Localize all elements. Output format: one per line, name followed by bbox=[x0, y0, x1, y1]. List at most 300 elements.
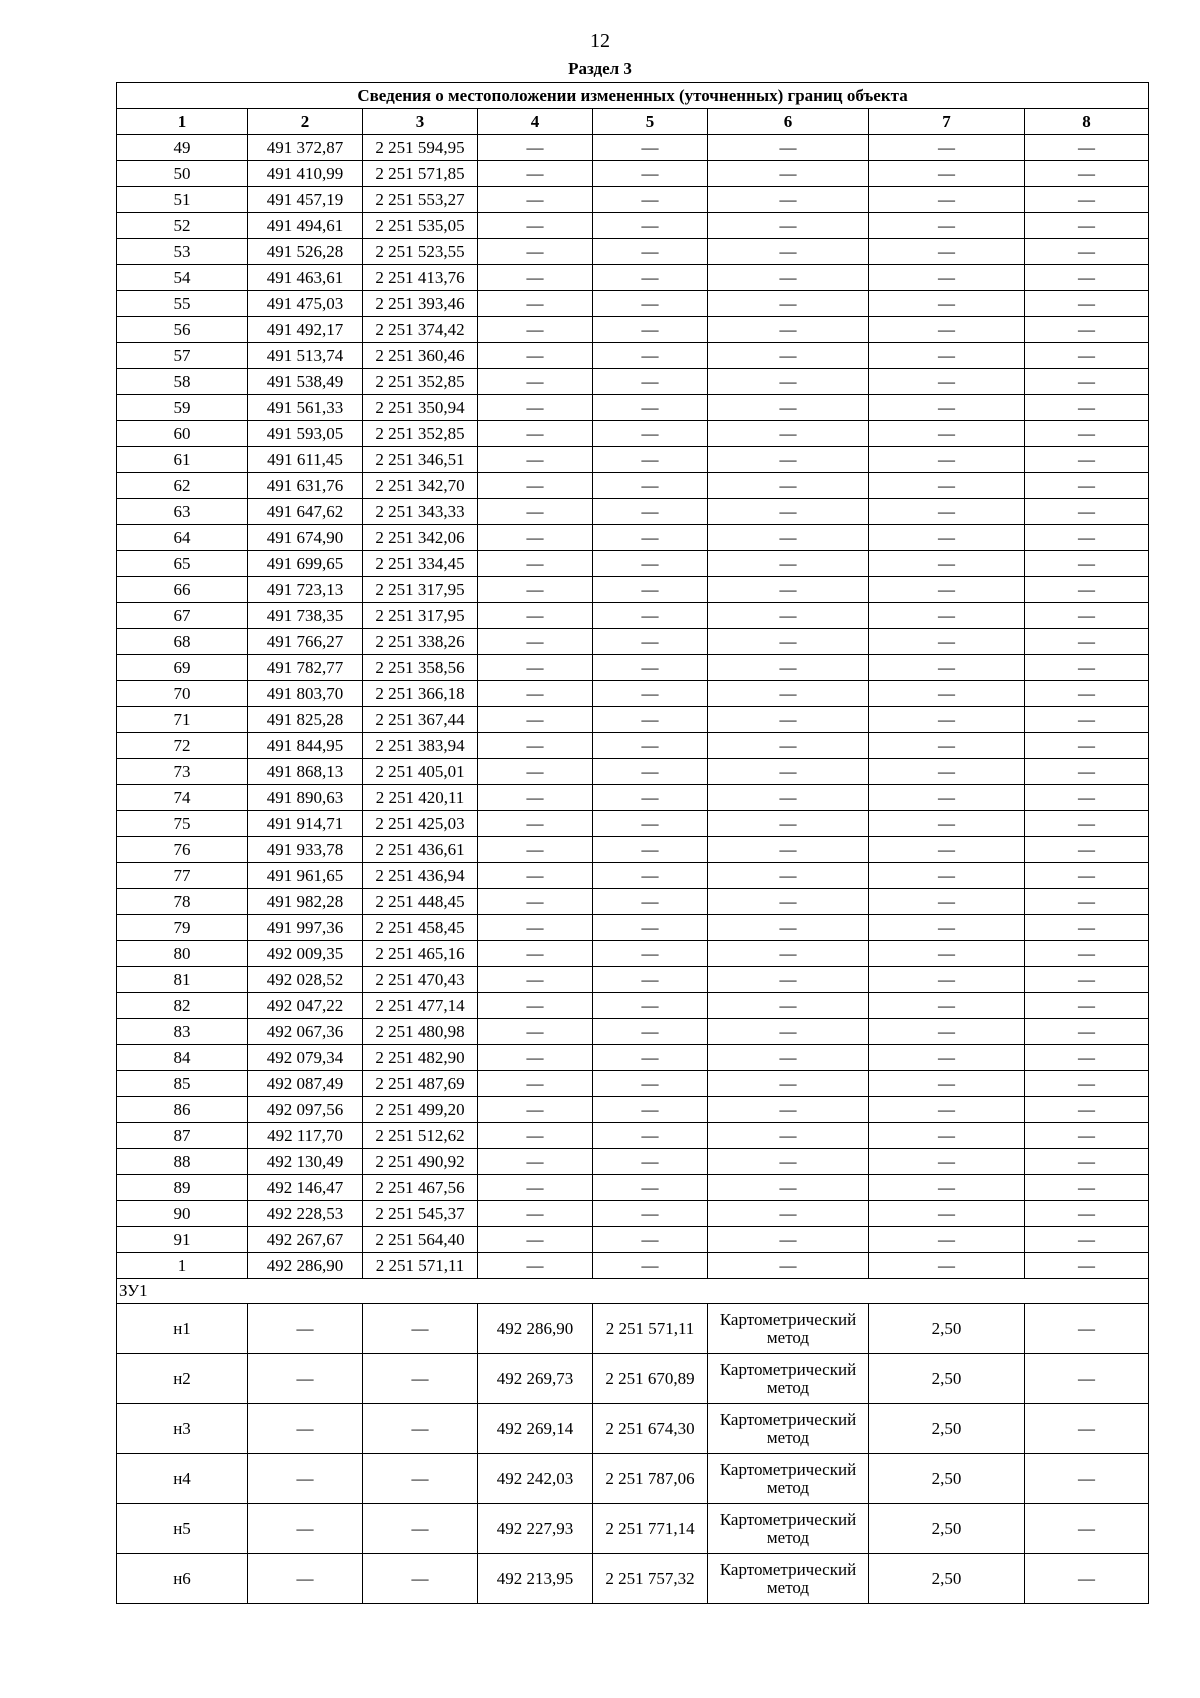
table-row bbox=[117, 1019, 1149, 1045]
table-row bbox=[117, 993, 1149, 1019]
table-row bbox=[117, 525, 1149, 551]
coord-x-existing: 491 890,63 bbox=[248, 785, 363, 811]
coord-y-existing: 2 251 545,37 bbox=[363, 1201, 478, 1227]
empty-dash: — bbox=[478, 1175, 593, 1201]
table-row bbox=[117, 161, 1149, 187]
empty-dash: — bbox=[869, 733, 1025, 759]
coord-y-existing: 2 251 571,11 bbox=[363, 1253, 478, 1279]
point-number: н3 bbox=[117, 1404, 248, 1454]
point-number: 66 bbox=[117, 577, 248, 603]
coord-x-existing: 492 087,49 bbox=[248, 1071, 363, 1097]
coord-x-existing: 492 130,49 bbox=[248, 1149, 363, 1175]
coord-y-existing: 2 251 374,42 bbox=[363, 317, 478, 343]
empty-dash: — bbox=[708, 187, 869, 213]
table-row bbox=[117, 421, 1149, 447]
empty-dash: — bbox=[1025, 1045, 1149, 1071]
column-number: 8 bbox=[1025, 109, 1149, 135]
empty-dash: — bbox=[593, 1019, 708, 1045]
empty-dash: — bbox=[1025, 291, 1149, 317]
empty-dash: — bbox=[1025, 1071, 1149, 1097]
point-number: 76 bbox=[117, 837, 248, 863]
table-row bbox=[117, 837, 1149, 863]
table-row bbox=[117, 915, 1149, 941]
empty-dash: — bbox=[1025, 525, 1149, 551]
empty-dash: — bbox=[593, 421, 708, 447]
empty-dash: — bbox=[1025, 1354, 1149, 1404]
coord-y-existing: 2 251 352,85 bbox=[363, 369, 478, 395]
empty-dash: — bbox=[708, 1149, 869, 1175]
empty-dash: — bbox=[869, 1253, 1025, 1279]
coord-x-new: 492 286,90 bbox=[478, 1304, 593, 1354]
point-number: 87 bbox=[117, 1123, 248, 1149]
section-title: Раздел 3 bbox=[568, 59, 632, 78]
empty-dash: — bbox=[478, 577, 593, 603]
empty-dash: — bbox=[478, 1149, 593, 1175]
table-row bbox=[117, 1045, 1149, 1071]
table-row bbox=[117, 499, 1149, 525]
empty-dash: — bbox=[869, 603, 1025, 629]
point-number: 69 bbox=[117, 655, 248, 681]
table-row bbox=[117, 1097, 1149, 1123]
column-number: 7 bbox=[869, 109, 1025, 135]
table-row bbox=[117, 1201, 1149, 1227]
empty-dash: — bbox=[593, 759, 708, 785]
empty-dash: — bbox=[593, 343, 708, 369]
empty-dash: — bbox=[869, 421, 1025, 447]
coord-x-existing: 491 699,65 bbox=[248, 551, 363, 577]
empty-dash: — bbox=[708, 1253, 869, 1279]
empty-dash: — bbox=[1025, 1227, 1149, 1253]
table-row bbox=[117, 187, 1149, 213]
table-row bbox=[117, 1404, 1149, 1454]
point-number: 1 bbox=[117, 1253, 248, 1279]
empty-dash: — bbox=[869, 811, 1025, 837]
empty-dash: — bbox=[593, 1175, 708, 1201]
empty-dash: — bbox=[478, 863, 593, 889]
accuracy: 2,50 bbox=[869, 1454, 1025, 1504]
empty-dash: — bbox=[248, 1354, 363, 1404]
empty-dash: — bbox=[708, 889, 869, 915]
empty-dash: — bbox=[1025, 629, 1149, 655]
coord-y-existing: 2 251 535,05 bbox=[363, 213, 478, 239]
coord-y-existing: 2 251 436,61 bbox=[363, 837, 478, 863]
coord-x-new: 492 269,14 bbox=[478, 1404, 593, 1454]
empty-dash: — bbox=[593, 889, 708, 915]
point-number: 71 bbox=[117, 707, 248, 733]
coord-x-existing: 491 844,95 bbox=[248, 733, 363, 759]
table-row bbox=[117, 681, 1149, 707]
empty-dash: — bbox=[478, 967, 593, 993]
empty-dash: — bbox=[708, 1175, 869, 1201]
coord-x-existing: 492 067,36 bbox=[248, 1019, 363, 1045]
point-number: 88 bbox=[117, 1149, 248, 1175]
coord-x-existing: 492 047,22 bbox=[248, 993, 363, 1019]
empty-dash: — bbox=[869, 941, 1025, 967]
empty-dash: — bbox=[1025, 1149, 1149, 1175]
coord-y-existing: 2 251 490,92 bbox=[363, 1149, 478, 1175]
point-number: 85 bbox=[117, 1071, 248, 1097]
empty-dash: — bbox=[478, 1227, 593, 1253]
table-row bbox=[117, 1504, 1149, 1554]
empty-dash: — bbox=[248, 1404, 363, 1454]
empty-dash: — bbox=[478, 681, 593, 707]
coord-y-existing: 2 251 564,40 bbox=[363, 1227, 478, 1253]
point-number: 83 bbox=[117, 1019, 248, 1045]
empty-dash: — bbox=[708, 499, 869, 525]
empty-dash: — bbox=[1025, 239, 1149, 265]
table-row bbox=[117, 1253, 1149, 1279]
empty-dash: — bbox=[593, 447, 708, 473]
empty-dash: — bbox=[363, 1454, 478, 1504]
point-number: н6 bbox=[117, 1554, 248, 1604]
empty-dash: — bbox=[708, 629, 869, 655]
method: Картометрический метод bbox=[708, 1454, 869, 1504]
empty-dash: — bbox=[708, 473, 869, 499]
empty-dash: — bbox=[478, 213, 593, 239]
empty-dash: — bbox=[478, 421, 593, 447]
empty-dash: — bbox=[363, 1304, 478, 1354]
empty-dash: — bbox=[1025, 317, 1149, 343]
accuracy: 2,50 bbox=[869, 1304, 1025, 1354]
empty-dash: — bbox=[708, 291, 869, 317]
table-row bbox=[117, 317, 1149, 343]
empty-dash: — bbox=[708, 265, 869, 291]
coord-y-new: 2 251 771,14 bbox=[593, 1504, 708, 1554]
empty-dash: — bbox=[478, 1045, 593, 1071]
coord-y-existing: 2 251 477,14 bbox=[363, 993, 478, 1019]
empty-dash: — bbox=[478, 733, 593, 759]
empty-dash: — bbox=[869, 291, 1025, 317]
empty-dash: — bbox=[869, 161, 1025, 187]
empty-dash: — bbox=[478, 395, 593, 421]
table-row bbox=[117, 889, 1149, 915]
table-row bbox=[117, 473, 1149, 499]
coord-x-existing: 491 914,71 bbox=[248, 811, 363, 837]
coord-y-existing: 2 251 367,44 bbox=[363, 707, 478, 733]
coord-x-existing: 491 475,03 bbox=[248, 291, 363, 317]
empty-dash: — bbox=[1025, 733, 1149, 759]
empty-dash: — bbox=[1025, 785, 1149, 811]
empty-dash: — bbox=[478, 837, 593, 863]
coord-y-existing: 2 251 467,56 bbox=[363, 1175, 478, 1201]
empty-dash: — bbox=[478, 1097, 593, 1123]
coord-y-existing: 2 251 465,16 bbox=[363, 941, 478, 967]
empty-dash: — bbox=[708, 941, 869, 967]
point-number: 78 bbox=[117, 889, 248, 915]
empty-dash: — bbox=[478, 1019, 593, 1045]
coord-x-existing: 492 267,67 bbox=[248, 1227, 363, 1253]
coord-x-existing: 491 492,17 bbox=[248, 317, 363, 343]
point-number: 89 bbox=[117, 1175, 248, 1201]
empty-dash: — bbox=[708, 1071, 869, 1097]
coord-x-existing: 492 117,70 bbox=[248, 1123, 363, 1149]
empty-dash: — bbox=[1025, 863, 1149, 889]
empty-dash: — bbox=[478, 889, 593, 915]
table-row bbox=[117, 395, 1149, 421]
empty-dash: — bbox=[248, 1504, 363, 1554]
coord-x-new: 492 213,95 bbox=[478, 1554, 593, 1604]
coord-y-existing: 2 251 553,27 bbox=[363, 187, 478, 213]
coord-x-existing: 491 674,90 bbox=[248, 525, 363, 551]
empty-dash: — bbox=[1025, 681, 1149, 707]
empty-dash: — bbox=[363, 1504, 478, 1554]
empty-dash: — bbox=[708, 577, 869, 603]
point-number: 60 bbox=[117, 421, 248, 447]
coord-x-existing: 491 933,78 bbox=[248, 837, 363, 863]
empty-dash: — bbox=[869, 343, 1025, 369]
empty-dash: — bbox=[363, 1554, 478, 1604]
empty-dash: — bbox=[708, 447, 869, 473]
empty-dash: — bbox=[1025, 1175, 1149, 1201]
empty-dash: — bbox=[478, 239, 593, 265]
column-number: 4 bbox=[478, 109, 593, 135]
empty-dash: — bbox=[708, 915, 869, 941]
page-number: 12 bbox=[590, 30, 610, 52]
table-row bbox=[117, 603, 1149, 629]
new-points-body bbox=[117, 1304, 1149, 1604]
point-number: 65 bbox=[117, 551, 248, 577]
point-number: н4 bbox=[117, 1454, 248, 1504]
empty-dash: — bbox=[708, 707, 869, 733]
point-number: 56 bbox=[117, 317, 248, 343]
empty-dash: — bbox=[708, 733, 869, 759]
empty-dash: — bbox=[593, 681, 708, 707]
point-number: 49 bbox=[117, 135, 248, 161]
table-row bbox=[117, 213, 1149, 239]
empty-dash: — bbox=[708, 395, 869, 421]
empty-dash: — bbox=[593, 1201, 708, 1227]
coord-x-existing: 492 079,34 bbox=[248, 1045, 363, 1071]
coord-y-existing: 2 251 405,01 bbox=[363, 759, 478, 785]
point-number: 82 bbox=[117, 993, 248, 1019]
table-row bbox=[117, 1149, 1149, 1175]
empty-dash: — bbox=[593, 941, 708, 967]
coord-y-existing: 2 251 334,45 bbox=[363, 551, 478, 577]
coord-y-existing: 2 251 480,98 bbox=[363, 1019, 478, 1045]
empty-dash: — bbox=[593, 1149, 708, 1175]
point-number: 53 bbox=[117, 239, 248, 265]
table-row bbox=[117, 447, 1149, 473]
empty-dash: — bbox=[478, 993, 593, 1019]
empty-dash: — bbox=[869, 915, 1025, 941]
coord-y-existing: 2 251 458,45 bbox=[363, 915, 478, 941]
empty-dash: — bbox=[869, 239, 1025, 265]
empty-dash: — bbox=[708, 343, 869, 369]
empty-dash: — bbox=[1025, 1554, 1149, 1604]
empty-dash: — bbox=[1025, 213, 1149, 239]
empty-dash: — bbox=[593, 1071, 708, 1097]
boundary-table bbox=[116, 82, 1149, 1604]
empty-dash: — bbox=[1025, 1201, 1149, 1227]
empty-dash: — bbox=[478, 265, 593, 291]
table-row bbox=[117, 811, 1149, 837]
coord-x-existing: 492 028,52 bbox=[248, 967, 363, 993]
table-title: Сведения о местоположении измененных (уточненных) границ объекта bbox=[117, 83, 1149, 109]
point-number: н5 bbox=[117, 1504, 248, 1554]
point-number: 90 bbox=[117, 1201, 248, 1227]
table-row bbox=[117, 967, 1149, 993]
empty-dash: — bbox=[869, 447, 1025, 473]
empty-dash: — bbox=[869, 1045, 1025, 1071]
empty-dash: — bbox=[869, 1201, 1025, 1227]
point-number: 74 bbox=[117, 785, 248, 811]
empty-dash: — bbox=[1025, 1123, 1149, 1149]
empty-dash: — bbox=[708, 421, 869, 447]
empty-dash: — bbox=[869, 135, 1025, 161]
empty-dash: — bbox=[708, 239, 869, 265]
coord-x-existing: 491 526,28 bbox=[248, 239, 363, 265]
coord-x-existing: 492 286,90 bbox=[248, 1253, 363, 1279]
coord-x-existing: 491 723,13 bbox=[248, 577, 363, 603]
coord-x-existing: 491 457,19 bbox=[248, 187, 363, 213]
empty-dash: — bbox=[1025, 759, 1149, 785]
empty-dash: — bbox=[869, 629, 1025, 655]
coord-y-existing: 2 251 425,03 bbox=[363, 811, 478, 837]
empty-dash: — bbox=[869, 1019, 1025, 1045]
empty-dash: — bbox=[1025, 187, 1149, 213]
empty-dash: — bbox=[1025, 1253, 1149, 1279]
coord-y-new: 2 251 571,11 bbox=[593, 1304, 708, 1354]
coord-y-existing: 2 251 383,94 bbox=[363, 733, 478, 759]
empty-dash: — bbox=[1025, 499, 1149, 525]
empty-dash: — bbox=[708, 551, 869, 577]
coord-y-existing: 2 251 512,62 bbox=[363, 1123, 478, 1149]
coord-x-existing: 491 997,36 bbox=[248, 915, 363, 941]
table-row bbox=[117, 1354, 1149, 1404]
empty-dash: — bbox=[478, 343, 593, 369]
empty-dash: — bbox=[1025, 603, 1149, 629]
point-number: 68 bbox=[117, 629, 248, 655]
point-number: 73 bbox=[117, 759, 248, 785]
empty-dash: — bbox=[708, 1227, 869, 1253]
empty-dash: — bbox=[869, 551, 1025, 577]
coord-y-existing: 2 251 420,11 bbox=[363, 785, 478, 811]
empty-dash: — bbox=[869, 707, 1025, 733]
empty-dash: — bbox=[593, 239, 708, 265]
point-number: н1 bbox=[117, 1304, 248, 1354]
method: Картометрический метод bbox=[708, 1554, 869, 1604]
method: Картометрический метод bbox=[708, 1354, 869, 1404]
column-number: 5 bbox=[593, 109, 708, 135]
empty-dash: — bbox=[708, 863, 869, 889]
empty-dash: — bbox=[593, 577, 708, 603]
empty-dash: — bbox=[1025, 915, 1149, 941]
table-row bbox=[117, 1175, 1149, 1201]
empty-dash: — bbox=[708, 161, 869, 187]
coord-x-existing: 491 961,65 bbox=[248, 863, 363, 889]
empty-dash: — bbox=[869, 525, 1025, 551]
empty-dash: — bbox=[869, 837, 1025, 863]
coord-y-existing: 2 251 487,69 bbox=[363, 1071, 478, 1097]
group-row bbox=[117, 1279, 1149, 1304]
empty-dash: — bbox=[869, 1227, 1025, 1253]
empty-dash: — bbox=[708, 317, 869, 343]
table-row bbox=[117, 551, 1149, 577]
empty-dash: — bbox=[478, 135, 593, 161]
empty-dash: — bbox=[1025, 1019, 1149, 1045]
coord-y-existing: 2 251 317,95 bbox=[363, 577, 478, 603]
coord-x-existing: 491 803,70 bbox=[248, 681, 363, 707]
empty-dash: — bbox=[593, 603, 708, 629]
empty-dash: — bbox=[478, 499, 593, 525]
table-row bbox=[117, 239, 1149, 265]
empty-dash: — bbox=[593, 525, 708, 551]
empty-dash: — bbox=[248, 1304, 363, 1354]
empty-dash: — bbox=[708, 213, 869, 239]
empty-dash: — bbox=[478, 187, 593, 213]
method: Картометрический метод bbox=[708, 1504, 869, 1554]
coord-x-existing: 492 097,56 bbox=[248, 1097, 363, 1123]
empty-dash: — bbox=[708, 837, 869, 863]
empty-dash: — bbox=[248, 1554, 363, 1604]
point-number: 77 bbox=[117, 863, 248, 889]
empty-dash: — bbox=[593, 265, 708, 291]
empty-dash: — bbox=[1025, 421, 1149, 447]
coord-x-existing: 491 561,33 bbox=[248, 395, 363, 421]
empty-dash: — bbox=[1025, 707, 1149, 733]
empty-dash: — bbox=[1025, 941, 1149, 967]
coord-y-existing: 2 251 343,33 bbox=[363, 499, 478, 525]
empty-dash: — bbox=[1025, 1504, 1149, 1554]
empty-dash: — bbox=[708, 759, 869, 785]
accuracy: 2,50 bbox=[869, 1554, 1025, 1604]
coord-y-existing: 2 251 523,55 bbox=[363, 239, 478, 265]
table-row bbox=[117, 291, 1149, 317]
empty-dash: — bbox=[869, 655, 1025, 681]
point-number: 52 bbox=[117, 213, 248, 239]
empty-dash: — bbox=[708, 1123, 869, 1149]
point-number: 59 bbox=[117, 395, 248, 421]
empty-dash: — bbox=[593, 993, 708, 1019]
empty-dash: — bbox=[1025, 1304, 1149, 1354]
column-number-row bbox=[117, 109, 1149, 135]
point-number: 70 bbox=[117, 681, 248, 707]
coord-x-existing: 491 982,28 bbox=[248, 889, 363, 915]
table-row bbox=[117, 265, 1149, 291]
empty-dash: — bbox=[478, 941, 593, 967]
empty-dash: — bbox=[478, 369, 593, 395]
coord-y-existing: 2 251 413,76 bbox=[363, 265, 478, 291]
table-row bbox=[117, 759, 1149, 785]
empty-dash: — bbox=[593, 863, 708, 889]
empty-dash: — bbox=[1025, 1454, 1149, 1504]
empty-dash: — bbox=[1025, 577, 1149, 603]
coord-y-existing: 2 251 571,85 bbox=[363, 161, 478, 187]
empty-dash: — bbox=[869, 967, 1025, 993]
point-number: 84 bbox=[117, 1045, 248, 1071]
empty-dash: — bbox=[478, 759, 593, 785]
empty-dash: — bbox=[869, 681, 1025, 707]
empty-dash: — bbox=[478, 915, 593, 941]
point-number: 61 bbox=[117, 447, 248, 473]
empty-dash: — bbox=[1025, 655, 1149, 681]
point-number: 81 bbox=[117, 967, 248, 993]
empty-dash: — bbox=[869, 1149, 1025, 1175]
empty-dash: — bbox=[708, 135, 869, 161]
coord-y-existing: 2 251 436,94 bbox=[363, 863, 478, 889]
table-row bbox=[117, 941, 1149, 967]
point-number: н2 bbox=[117, 1354, 248, 1404]
point-number: 63 bbox=[117, 499, 248, 525]
empty-dash: — bbox=[593, 1123, 708, 1149]
coord-x-existing: 491 766,27 bbox=[248, 629, 363, 655]
table-row bbox=[117, 577, 1149, 603]
coord-y-existing: 2 251 366,18 bbox=[363, 681, 478, 707]
empty-dash: — bbox=[593, 187, 708, 213]
coord-x-existing: 491 463,61 bbox=[248, 265, 363, 291]
empty-dash: — bbox=[869, 1175, 1025, 1201]
empty-dash: — bbox=[708, 681, 869, 707]
